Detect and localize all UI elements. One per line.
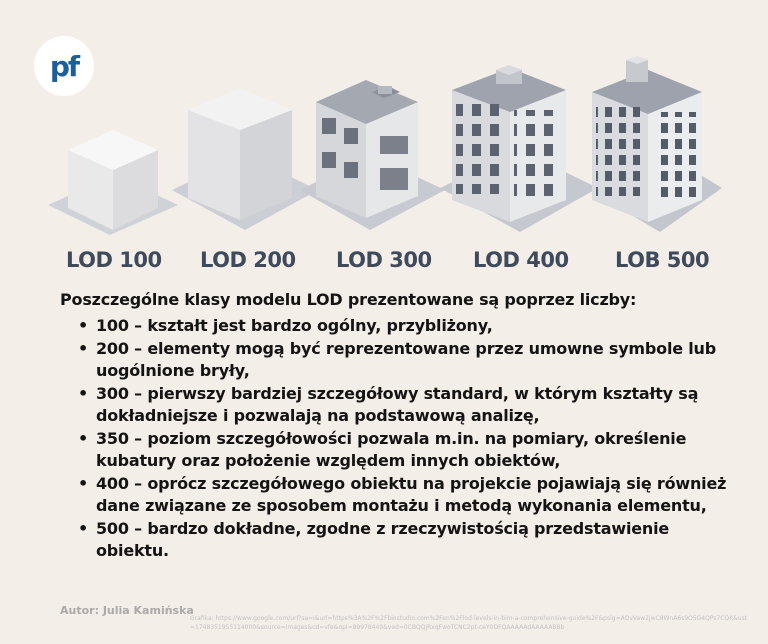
image-source-credit: Grafika: https://www.google.com/url?sa=i&url=https%3A%2F%2Fbiostudio.com%2Fen%2Flod-levels-in-bim-a-comprehensive-guide%2F&psig=AOvVaw2jwC8WnA6s9O5G4QPs7CQK&ust=1748351955114000&source=images&cd=vfe&opi=89978449&ved=0CBQQjRxqFwoTCNC2pt-ceY0DFQAAAAAdAAAAABBb (190, 615, 748, 631)
lod-description-list (78, 315, 728, 563)
list-item: • 100 – kształt jest bardzo ogólny, przybliżony, (78, 315, 728, 338)
lod-buildings-illustration (0, 40, 768, 250)
author-credit: Autor: Julia Kamińska (60, 604, 194, 617)
lod-label-200: LOD 200 (200, 248, 296, 272)
lod-label-300: LOD 300 (336, 248, 432, 272)
lod-label-400: LOD 400 (473, 248, 569, 272)
pf-logo: pf (34, 36, 94, 96)
building-lod-500 (586, 56, 722, 232)
lod-label-500: LOB 500 (615, 248, 710, 272)
list-item: • 300 – pierwszy bardziej szczegółowy standard, w którym kształty są dokładniejsze i pozwalają na podstawową analizę, (78, 383, 728, 428)
building-lod-300 (300, 80, 445, 230)
intro-text: Poszczególne klasy modelu LOD prezentowane są poprzez liczby: (60, 290, 637, 309)
building-lod-200 (172, 88, 318, 230)
list-item: • 400 – oprócz szczegółowego obiektu na projekcie pojawiają się również dane związane ze sposobem montażu i metodą wykonania elementu, (78, 473, 728, 518)
list-item: • 200 – elementy mogą być reprezentowane przez umowne symbole lub uogólnione bryły, (78, 338, 728, 383)
building-lod-400 (440, 65, 598, 232)
list-item: • 500 – bardzo dokładne, zgodne z rzeczywistością przedstawienie obiektu. (78, 518, 728, 563)
lod-label-100: LOD 100 (66, 248, 162, 272)
building-lod-100 (48, 130, 178, 235)
list-item: • 350 – poziom szczegółowości pozwala m.in. na pomiary, określenie kubatury oraz położenie względem innych obiektów, (78, 428, 728, 473)
